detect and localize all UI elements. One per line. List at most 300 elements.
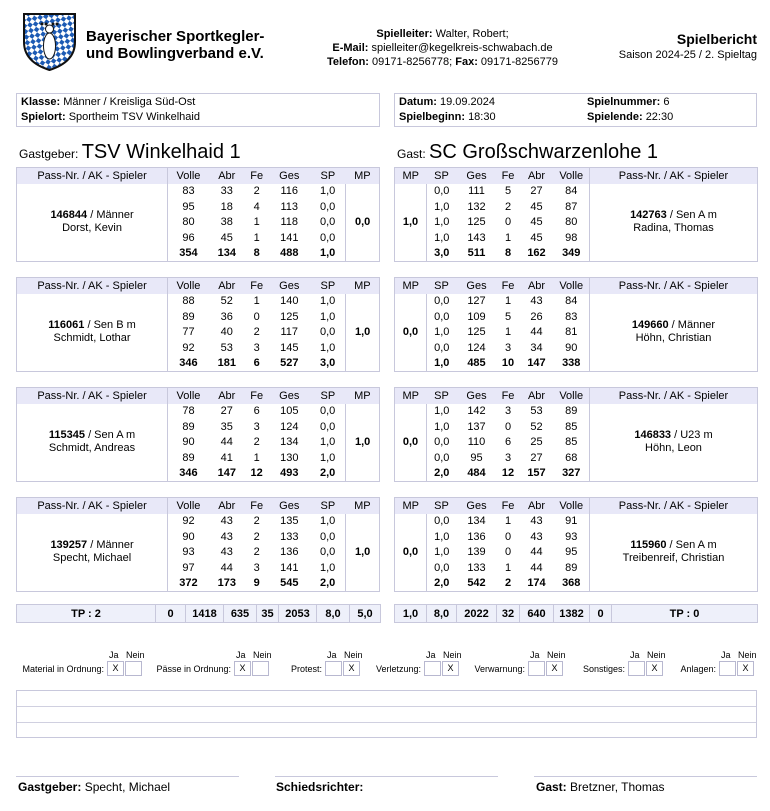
sp-value: 3,0 bbox=[434, 247, 450, 260]
game-row bbox=[17, 184, 380, 200]
player-age-class: / Sen A m bbox=[85, 429, 136, 442]
sp-column-header: SP bbox=[427, 168, 457, 184]
volle-value: 327 bbox=[562, 467, 581, 480]
fe-value: 2 bbox=[253, 515, 260, 528]
sp-column-header: SP bbox=[310, 278, 346, 294]
fe-value: 1 bbox=[253, 295, 260, 308]
home-total-tp: TP : 2 bbox=[17, 605, 156, 623]
sp-value: 1,0 bbox=[434, 530, 450, 543]
fe-value: 1 bbox=[504, 295, 512, 308]
volle-value: 98 bbox=[565, 232, 578, 245]
volle-value: 89 bbox=[565, 562, 578, 575]
ges-value: 125 bbox=[467, 216, 486, 229]
home-team-label: Gastgeber: bbox=[19, 147, 79, 161]
sp-value: 1,0 bbox=[434, 326, 450, 339]
volle-value: 80 bbox=[565, 216, 578, 229]
referee-signature-label: Schiedsrichter: bbox=[276, 780, 364, 794]
player-pass-ak bbox=[17, 539, 167, 552]
fe-value: 1 bbox=[253, 452, 260, 465]
ges-value: 134 bbox=[467, 515, 486, 528]
abr-value: 52 bbox=[220, 295, 233, 308]
abr-value: 44 bbox=[530, 562, 543, 575]
ges-column-header: Ges bbox=[269, 278, 310, 294]
mp-column-header: MP bbox=[346, 278, 380, 294]
sp-value: 1,0 bbox=[319, 342, 336, 355]
volle-value: 80 bbox=[182, 216, 195, 229]
fe-value: 1 bbox=[253, 216, 260, 229]
volle-value: 85 bbox=[565, 420, 578, 433]
nein-checkbox[interactable]: X bbox=[546, 661, 563, 676]
match-info-left bbox=[16, 93, 380, 127]
mp-column-header: MP bbox=[395, 498, 427, 514]
spielnummer-value: 6 bbox=[663, 96, 670, 108]
home-player-cell bbox=[17, 184, 168, 262]
fe-column-header: Fe bbox=[497, 388, 520, 404]
ges-value: 95 bbox=[470, 452, 483, 465]
fax-label: Fax: bbox=[455, 56, 478, 68]
abr-value: 43 bbox=[220, 515, 233, 528]
fe-value: 1 bbox=[504, 562, 512, 575]
ges-value: 542 bbox=[467, 577, 486, 590]
player-column-header: Pass-Nr. / AK - Spieler bbox=[590, 278, 758, 294]
abr-value: 38 bbox=[220, 216, 233, 229]
abr-column-header: Abr bbox=[520, 278, 554, 294]
home-total-abr: 635 bbox=[224, 605, 257, 623]
fe-value: 1 bbox=[504, 515, 512, 528]
abr-value: 27 bbox=[530, 452, 543, 465]
volle-column-header: Volle bbox=[554, 168, 590, 184]
player-column-header: Pass-Nr. / AK - Spieler bbox=[590, 498, 758, 514]
game-row bbox=[395, 404, 758, 420]
volle-column-header: Volle bbox=[168, 278, 209, 294]
away-player-block bbox=[394, 497, 758, 592]
volle-value: 78 bbox=[182, 405, 195, 418]
ges-value: 127 bbox=[467, 295, 486, 308]
home-team-name: TSV Winkelhaid 1 bbox=[81, 141, 241, 163]
player-pass-number: 142763 bbox=[630, 209, 667, 222]
fe-value: 0 bbox=[504, 530, 512, 543]
game-row bbox=[395, 184, 758, 200]
abr-value: 53 bbox=[530, 405, 543, 418]
fe-value: 2 bbox=[504, 577, 512, 590]
sp-value: 3,0 bbox=[319, 357, 336, 370]
ges-value: 133 bbox=[280, 530, 299, 543]
ges-value: 493 bbox=[280, 467, 299, 480]
home-player-cell bbox=[17, 514, 168, 592]
home-player-block bbox=[16, 387, 380, 482]
sp-value: 2,0 bbox=[434, 577, 450, 590]
volle-column-header: Volle bbox=[554, 388, 590, 404]
sp-value: 0,0 bbox=[319, 200, 336, 213]
nein-checkbox[interactable]: X bbox=[737, 661, 754, 676]
away-total-mp-count: 0 bbox=[590, 605, 612, 623]
datum-label: Datum: bbox=[399, 96, 437, 108]
abr-column-header: Abr bbox=[520, 168, 554, 184]
ges-value: 143 bbox=[467, 232, 486, 245]
away-signature-value: Bretzner, Thomas bbox=[570, 780, 665, 794]
block-header-row bbox=[395, 278, 758, 294]
volle-value: 83 bbox=[182, 185, 195, 198]
sp-value: 0,0 bbox=[319, 232, 336, 245]
away-player-block bbox=[394, 277, 758, 372]
klasse-value: Männer / Kreisliga Süd-Ost bbox=[63, 96, 196, 108]
fe-value: 9 bbox=[253, 577, 260, 590]
sp-value: 2,0 bbox=[319, 577, 336, 590]
fe-value: 6 bbox=[504, 436, 512, 449]
abr-value: 35 bbox=[220, 420, 233, 433]
ges-value: 511 bbox=[467, 247, 486, 260]
home-total-fe: 35 bbox=[257, 605, 279, 623]
match-points: 1,0 bbox=[346, 404, 380, 482]
abr-value: 44 bbox=[220, 436, 233, 449]
abr-value: 173 bbox=[217, 577, 236, 590]
fe-value: 2 bbox=[253, 546, 260, 559]
notes-line bbox=[17, 706, 756, 707]
sp-value: 0,0 bbox=[319, 405, 336, 418]
abr-value: 181 bbox=[217, 357, 236, 370]
ja-checkbox[interactable] bbox=[325, 661, 342, 676]
sp-value: 1,0 bbox=[434, 216, 450, 229]
ges-column-header: Ges bbox=[457, 278, 497, 294]
home-player-block bbox=[16, 497, 380, 592]
spielbeginn-value: 18:30 bbox=[468, 111, 496, 123]
player-age-class: / Sen A m bbox=[666, 209, 717, 222]
ges-value: 124 bbox=[467, 342, 486, 355]
home-player-block bbox=[16, 167, 380, 262]
ges-value: 132 bbox=[467, 200, 486, 213]
home-signature-value: Specht, Michael bbox=[84, 780, 171, 794]
ja-heading: Ja bbox=[109, 650, 119, 660]
checklist-label: Verletzung: bbox=[375, 664, 421, 674]
org-name-line-2: und Bowlingverband e.V. bbox=[86, 45, 264, 62]
volle-value: 93 bbox=[565, 530, 578, 543]
player-name: Treibenreif, Christian bbox=[622, 552, 725, 565]
block-header-row bbox=[395, 388, 758, 404]
ges-column-header: Ges bbox=[269, 388, 310, 404]
ges-value: 133 bbox=[467, 562, 486, 575]
away-total-mp: 1,0 bbox=[395, 605, 427, 623]
spielbeginn-label: Spielbeginn: bbox=[399, 111, 465, 123]
ges-value: 125 bbox=[280, 310, 299, 323]
sp-value: 0,0 bbox=[434, 562, 450, 575]
ges-value: 142 bbox=[467, 405, 486, 418]
volle-value: 91 bbox=[565, 515, 578, 528]
abr-value: 33 bbox=[220, 185, 233, 198]
ges-value: 545 bbox=[280, 577, 299, 590]
sp-value: 1,0 bbox=[319, 452, 336, 465]
away-player-block bbox=[394, 167, 758, 262]
abr-value: 27 bbox=[530, 185, 543, 198]
phone-value: 09171-8256778; bbox=[372, 56, 453, 68]
player-name: Höhn, Leon bbox=[645, 442, 702, 455]
away-total-fe: 32 bbox=[497, 605, 520, 623]
volle-value: 81 bbox=[565, 326, 578, 339]
volle-value: 87 bbox=[565, 200, 578, 213]
volle-column-header: Volle bbox=[168, 388, 209, 404]
player-age-class: / Sen A m bbox=[666, 539, 717, 552]
referee-signature-line bbox=[275, 776, 498, 777]
abr-value: 34 bbox=[530, 342, 543, 355]
sp-value: 0,0 bbox=[434, 295, 450, 308]
ges-column-header: Ges bbox=[457, 388, 497, 404]
ges-value: 125 bbox=[467, 326, 486, 339]
home-player-cell bbox=[17, 404, 168, 482]
ges-value: 110 bbox=[467, 436, 486, 449]
game-row bbox=[17, 294, 380, 310]
ja-heading: Ja bbox=[426, 650, 436, 660]
sp-value: 0,0 bbox=[319, 530, 336, 543]
home-signature-line bbox=[16, 776, 239, 777]
sp-value: 1,0 bbox=[319, 185, 336, 198]
fe-value: 2 bbox=[253, 436, 260, 449]
player-name: Schmidt, Andreas bbox=[48, 442, 136, 455]
away-player-cell bbox=[590, 404, 758, 482]
away-team-label: Gast: bbox=[397, 147, 426, 161]
spielort-label: Spielort: bbox=[21, 111, 66, 123]
nein-heading: Nein bbox=[738, 650, 757, 660]
away-total-ges: 2022 bbox=[457, 605, 497, 623]
sp-value: 0,0 bbox=[319, 326, 336, 339]
game-row bbox=[17, 404, 380, 420]
volle-value: 89 bbox=[182, 452, 195, 465]
sp-value: 1,0 bbox=[434, 357, 450, 370]
spielleiter-label: Spielleiter: bbox=[376, 28, 433, 40]
nein-checkbox[interactable] bbox=[252, 661, 269, 676]
nein-heading: Nein bbox=[344, 650, 363, 660]
player-pass-number: 146833 bbox=[634, 429, 672, 442]
volle-value: 90 bbox=[182, 436, 195, 449]
ges-column-header: Ges bbox=[269, 168, 310, 184]
home-total-ges: 2053 bbox=[279, 605, 317, 623]
spielende-value: 22:30 bbox=[645, 111, 674, 123]
fe-value: 3 bbox=[253, 562, 260, 575]
abr-value: 45 bbox=[530, 200, 543, 213]
nein-heading: Nein bbox=[443, 650, 462, 660]
player-name: Dorst, Kevin bbox=[62, 222, 122, 235]
spielort-value: Sportheim TSV Winkelhaid bbox=[68, 111, 200, 123]
mp-column-header: MP bbox=[346, 388, 380, 404]
volle-value: 96 bbox=[182, 232, 195, 245]
ja-heading: Ja bbox=[530, 650, 540, 660]
home-totals-row bbox=[16, 604, 381, 623]
volle-value: 77 bbox=[182, 326, 195, 339]
checklist-label: Verwarnung: bbox=[474, 664, 525, 674]
player-name: Radina, Thomas bbox=[633, 222, 714, 235]
volle-value: 92 bbox=[182, 515, 195, 528]
abr-value: 134 bbox=[217, 247, 236, 260]
sp-value: 1,0 bbox=[434, 200, 450, 213]
sp-value: 0,0 bbox=[319, 546, 336, 559]
notes-area[interactable] bbox=[16, 690, 757, 738]
abr-value: 26 bbox=[530, 310, 543, 323]
fe-value: 0 bbox=[504, 420, 512, 433]
fe-column-header: Fe bbox=[497, 498, 520, 514]
volle-value: 89 bbox=[565, 405, 578, 418]
referee-signature bbox=[276, 780, 363, 794]
game-row bbox=[395, 294, 758, 310]
abr-column-header: Abr bbox=[520, 388, 554, 404]
home-total-mp-count: 0 bbox=[156, 605, 186, 623]
player-column-header: Pass-Nr. / AK - Spieler bbox=[17, 168, 168, 184]
volle-value: 93 bbox=[182, 546, 195, 559]
volle-value: 92 bbox=[182, 342, 195, 355]
block-header-row bbox=[395, 498, 758, 514]
volle-column-header: Volle bbox=[168, 498, 209, 514]
nein-checkbox[interactable]: X bbox=[646, 661, 663, 676]
ges-value: 134 bbox=[280, 436, 299, 449]
abr-value: 44 bbox=[530, 546, 543, 559]
ges-value: 136 bbox=[280, 546, 299, 559]
ges-column-header: Ges bbox=[457, 168, 497, 184]
player-pass-ak bbox=[590, 539, 757, 552]
fe-column-header: Fe bbox=[245, 278, 269, 294]
sp-value: 0,0 bbox=[434, 185, 450, 198]
volle-value: 90 bbox=[565, 342, 578, 355]
sp-value: 1,0 bbox=[434, 420, 450, 433]
sp-value: 2,0 bbox=[434, 467, 450, 480]
fe-value: 0 bbox=[504, 216, 512, 229]
ja-checkbox[interactable] bbox=[424, 661, 441, 676]
away-total-sp: 8,0 bbox=[427, 605, 457, 623]
fe-value: 12 bbox=[501, 467, 515, 480]
volle-value: 90 bbox=[182, 530, 195, 543]
report-subtitle: Saison 2024-25 / 2. Spieltag bbox=[618, 49, 757, 61]
ges-value: 124 bbox=[280, 420, 299, 433]
ja-checkbox[interactable]: X bbox=[234, 661, 251, 676]
ges-value: 116 bbox=[280, 185, 299, 198]
player-pass-number: 115345 bbox=[48, 429, 86, 442]
volle-value: 349 bbox=[562, 247, 581, 260]
ges-value: 141 bbox=[280, 562, 299, 575]
player-age-class: / Männer bbox=[87, 209, 134, 222]
volle-value: 89 bbox=[182, 420, 195, 433]
sp-value: 0,0 bbox=[434, 515, 450, 528]
abr-value: 53 bbox=[220, 342, 233, 355]
abr-value: 147 bbox=[527, 357, 546, 370]
abr-value: 43 bbox=[530, 295, 543, 308]
away-player-cell bbox=[590, 514, 758, 592]
away-player-cell bbox=[590, 294, 758, 372]
fe-value: 1 bbox=[504, 326, 512, 339]
ja-checkbox[interactable] bbox=[628, 661, 645, 676]
spielleiter-value: Walter, Robert; bbox=[435, 28, 509, 40]
player-column-header: Pass-Nr. / AK - Spieler bbox=[17, 498, 168, 514]
abr-value: 43 bbox=[530, 515, 543, 528]
sp-value: 2,0 bbox=[319, 467, 336, 480]
away-total-volle: 1382 bbox=[554, 605, 590, 623]
fe-value: 6 bbox=[253, 405, 260, 418]
email-label: E-Mail: bbox=[332, 42, 369, 54]
nein-checkbox[interactable]: X bbox=[343, 661, 360, 676]
match-points: 0,0 bbox=[395, 294, 427, 372]
match-points: 0,0 bbox=[395, 404, 427, 482]
ges-value: 105 bbox=[280, 405, 299, 418]
abr-value: 18 bbox=[220, 200, 233, 213]
abr-value: 44 bbox=[220, 562, 233, 575]
match-points: 1,0 bbox=[395, 184, 427, 262]
ges-value: 140 bbox=[280, 295, 299, 308]
abr-value: 45 bbox=[530, 232, 543, 245]
nein-heading: Nein bbox=[126, 650, 145, 660]
abr-value: 27 bbox=[220, 405, 233, 418]
block-header-row bbox=[17, 168, 380, 184]
player-column-header: Pass-Nr. / AK - Spieler bbox=[590, 388, 758, 404]
fe-value: 3 bbox=[504, 342, 512, 355]
volle-column-header: Volle bbox=[168, 168, 209, 184]
ja-checkbox[interactable] bbox=[719, 661, 736, 676]
home-total-volle: 1418 bbox=[186, 605, 224, 623]
abr-value: 162 bbox=[527, 247, 546, 260]
sp-column-header: SP bbox=[310, 498, 346, 514]
fe-value: 1 bbox=[504, 232, 512, 245]
volle-value: 338 bbox=[562, 357, 581, 370]
checklist-label: Anlagen: bbox=[680, 664, 716, 674]
player-pass-number: 116061 bbox=[48, 319, 85, 332]
player-pass-number: 115960 bbox=[630, 539, 667, 552]
player-pass-ak bbox=[590, 429, 757, 442]
block-header-row bbox=[17, 278, 380, 294]
fe-value: 3 bbox=[253, 342, 260, 355]
sp-column-header: SP bbox=[310, 168, 346, 184]
mp-column-header: MP bbox=[346, 168, 380, 184]
organization-name bbox=[86, 28, 264, 62]
abr-column-header: Abr bbox=[209, 168, 245, 184]
sp-value: 0,0 bbox=[434, 452, 450, 465]
volle-value: 372 bbox=[179, 577, 198, 590]
ges-column-header: Ges bbox=[269, 498, 310, 514]
away-signature-label: Gast: bbox=[536, 780, 567, 794]
player-name: Schmidt, Lothar bbox=[53, 332, 131, 345]
volle-value: 83 bbox=[565, 310, 578, 323]
fe-value: 6 bbox=[253, 357, 260, 370]
ges-value: 135 bbox=[280, 515, 299, 528]
fe-value: 0 bbox=[504, 546, 512, 559]
player-column-header: Pass-Nr. / AK - Spieler bbox=[17, 388, 168, 404]
email-value: spielleiter@kegelkreis-schwabach.de bbox=[371, 42, 553, 54]
sp-value: 0,0 bbox=[434, 436, 450, 449]
player-pass-number: 149660 bbox=[631, 319, 669, 332]
sp-value: 1,0 bbox=[434, 546, 450, 559]
player-pass-ak bbox=[590, 319, 757, 332]
sp-value: 0,0 bbox=[434, 342, 450, 355]
abr-value: 36 bbox=[220, 310, 233, 323]
home-player-block bbox=[16, 277, 380, 372]
sp-value: 0,0 bbox=[319, 216, 336, 229]
ja-checkbox[interactable] bbox=[528, 661, 545, 676]
abr-value: 157 bbox=[527, 467, 546, 480]
fax-value: 09171-8256779 bbox=[480, 56, 558, 68]
player-age-class: / Sen B m bbox=[84, 319, 136, 332]
mp-column-header: MP bbox=[395, 388, 427, 404]
player-column-header: Pass-Nr. / AK - Spieler bbox=[590, 168, 758, 184]
abr-value: 174 bbox=[527, 577, 546, 590]
nein-checkbox[interactable]: X bbox=[442, 661, 459, 676]
away-signature bbox=[536, 780, 665, 794]
checklist-label: Protest: bbox=[290, 664, 322, 674]
sp-value: 1,0 bbox=[319, 515, 336, 528]
abr-column-header: Abr bbox=[209, 498, 245, 514]
contact-info bbox=[300, 27, 585, 69]
game-row bbox=[17, 514, 380, 530]
nein-checkbox[interactable] bbox=[125, 661, 142, 676]
ja-checkbox[interactable]: X bbox=[107, 661, 124, 676]
ges-value: 117 bbox=[280, 326, 299, 339]
block-header-row bbox=[17, 498, 380, 514]
volle-value: 89 bbox=[182, 310, 195, 323]
sp-value: 1,0 bbox=[319, 562, 336, 575]
abr-value: 40 bbox=[220, 326, 233, 339]
player-column-header: Pass-Nr. / AK - Spieler bbox=[17, 278, 168, 294]
